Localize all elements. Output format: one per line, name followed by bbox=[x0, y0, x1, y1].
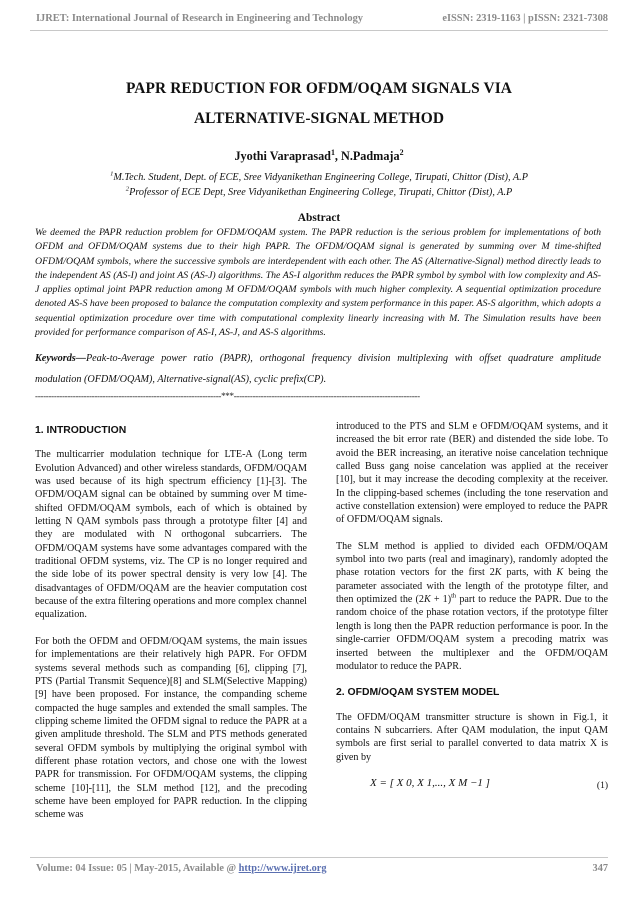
introduction-heading: 1. INTRODUCTION bbox=[35, 425, 127, 436]
system-model-heading: 2. OFDM/OQAM SYSTEM MODEL bbox=[336, 687, 500, 699]
author-2-sup: 2 bbox=[399, 147, 404, 157]
affiliation-1-sup: 1 bbox=[110, 170, 114, 178]
journal-name: IJRET: International Journal of Research in Engineering and Technology bbox=[36, 13, 363, 24]
affiliation-2-text: Professor of ECE Dept, Sree Vidyanikethan Engineering College, Tirupati, Chittor (Dist), A.P bbox=[129, 187, 513, 198]
journal-link[interactable]: http://www.ijret.org bbox=[238, 863, 327, 874]
equation-text: X = [ X 0, X 1,..., X M −1 ] bbox=[370, 776, 490, 789]
keywords-dash: — bbox=[75, 353, 86, 364]
affiliation-1 bbox=[0, 172, 638, 183]
right-paragraph-2-part-b: parts, with bbox=[501, 567, 557, 579]
var-k: K bbox=[494, 567, 502, 579]
author-sep: , bbox=[334, 149, 342, 163]
right-paragraph-2 bbox=[336, 540, 608, 673]
authors bbox=[0, 149, 638, 164]
issn: eISSN: 2319-1163 | pISSN: 2321-7308 bbox=[442, 13, 608, 24]
footer-volume bbox=[36, 863, 327, 874]
right-paragraph-2-part-e: part to reduce the PAPR. Due to the random choice of the phase rotation vectors, if the prototype filter length is long then the PAPR reduction performance is poor. In the single-carrier OFDM/OQAM system a precoding matrix was inserted between the multiplexer and the OFDM/OQAM modulator to reduce the PAPR. bbox=[336, 594, 608, 672]
affiliation-1-text: M.Tech. Student, Dept. of ECE, Sree Vidyanikethan Engineering College, Tirupati, Chittor (Dist), A.P bbox=[113, 172, 528, 183]
affiliation-2-sup: 2 bbox=[125, 185, 130, 193]
author-1: Jyothi Varaprasad bbox=[234, 149, 331, 163]
superscript-th: th bbox=[451, 592, 457, 600]
abstract-text: We deemed the PAPR reduction problem for OFDM/OQAM system. The PAPR reduction is the serious problem for implementations of both OFDM and OFDM/OQAM systems due to their high PAPR. The OFDM/OQAM signal is generated by summing over M time-shifted OFDM/OQAM symbols, where the successive symbols are interdependent with each other. The AS (Alternative-Signal) method directly leads to the independent AS (AS-I) and joint AS (AS-J) algorithms. The AS-I algorithm reduces the PAPR symbol by symbol with low complexity and AS-J applies optimal joint PAPR reduction among M OFDM/OQAM symbols with much higher complexity. A sequential optimization procedure denoted AS-S have been proposed to balance the computation complexity and system performance in this paper. AS-S algorithm, which adopts a sequential optimization procedure over time with computational complexity linearly increasing with M. The Simulation results have been provided for performance comparison of AS-I, AS-J, and AS-S algorithms. bbox=[35, 227, 601, 339]
running-header bbox=[36, 13, 608, 24]
keywords bbox=[35, 348, 601, 390]
keywords-text: Peak-to-Average power ratio (PAPR), orthogonal frequency division multiplexing with offset quadrature amplitude modulation (OFDM/OQAM), Alternative-signal(AS), cyclic prefix(CP). bbox=[35, 353, 601, 385]
section-separator: ---------------------------------------------------------------------***--------------------------------------------------------------------- bbox=[35, 391, 420, 401]
right-paragraph-2-part-a: The SLM method is applied to divided each OFDM/OQAM symbol into two parts (real and imaginary), randomly adopted the phase rotation vectors for the first 2 bbox=[336, 540, 608, 579]
right-column bbox=[336, 420, 608, 799]
paper-title-line-2: ALTERNATIVE-SIGNAL METHOD bbox=[193, 110, 445, 127]
header-rule bbox=[30, 30, 608, 31]
var-k: K bbox=[556, 567, 564, 579]
left-column bbox=[35, 424, 307, 835]
system-model-paragraph: The OFDM/OQAM transmitter structure is shown in Fig.1, it contains N subcarriers. After QAM modulation, the input QAM symbols are first serial to parallel converted to data matrix X is given by bbox=[336, 711, 608, 763]
introduction-paragraph-1: The multicarrier modulation technique for LTE-A (Long term Evolution Advanced) and other wireless standards, OFDM/OQAM was used because of its high spectrum efficiency [1]-[3]. The OFDM/OQAM signal can be obtained by summing over M time-shifted OFDM/OQAM symbols, each of which is obtained by letting N QAM symbols pass through a prototype filter [4] and they are modulated with N orthogonal subcarriers. The OFDM/OQAM systems have some advantages compared with the traditional OFDM systems, viz. The CP is no longer required and the side lobe of its power spectral density is very low [4]. The disadvantages of OFDM/OQAM are the heavier computation cost because of the extra filtering operations and more complex channel equalization. bbox=[35, 449, 307, 621]
keywords-label: Keywords bbox=[35, 353, 76, 364]
author-1-sup: 1 bbox=[330, 147, 335, 157]
page-footer bbox=[36, 863, 608, 874]
footer-volume-text: Volume: 04 Issue: 05 | May-2015, Available @ bbox=[36, 863, 239, 874]
var-k: K bbox=[423, 594, 431, 606]
right-paragraph-2-part-d: + 1) bbox=[430, 594, 452, 606]
abstract-heading: Abstract bbox=[297, 212, 341, 224]
equation-1 bbox=[336, 777, 608, 799]
affiliation-2 bbox=[0, 187, 638, 198]
right-paragraph-1: introduced to the PTS and SLM e OFDM/OQAM systems, and it increased the bit error rate (BER) and distended the side lobe. To avoid the BER increasing, an iterative noise cancelation technique called Buss gang noise cancelation was applied at the receiver [10], but it may increase the decoding complexity at the receiver. In the clipping-based schemes (including the tone reservation and active constellation extension) were employed to reduce the PAPR of OFDM/OQAM signals. bbox=[336, 421, 608, 526]
right-paragraph-2-part-c: being the parameter associated with the length of the prototype filter, and then optimized the (2 bbox=[336, 567, 608, 606]
introduction-paragraph-2: For both the OFDM and OFDM/OQAM systems, the main issues for implementations are their relatively high PAPR. For OFDM systems several methods such as companding [6], clipping [7], PTS (Partial Transmit Sequence)[8] and SLM(Selective Mapping) [9] have been proposed. For instance, the companding scheme compacted the huge samples and extended the small samples. The clipping scheme limited the OFDM signal to reduce the PAPR at a given amplitude threshold. The SLM and PTS methods generated several OFDM symbols by multiplying the original symbol with different phase rotation vectors, and chose one with the lowest PAPR for transmission. For OFDM/OQAM systems, the clipping scheme [10]-[11], the SLM method [12], and the precoding scheme have been employed for PAPR reduction. In the clipping scheme was bbox=[35, 635, 307, 821]
author-2: N.Padmaja bbox=[341, 149, 400, 163]
footer-rule bbox=[30, 857, 608, 858]
page-number: 347 bbox=[592, 863, 608, 874]
paper-title-line-1: PAPR REDUCTION FOR OFDM/OQAM SIGNALS VIA bbox=[125, 80, 513, 97]
equation-number: (1) bbox=[596, 780, 608, 791]
